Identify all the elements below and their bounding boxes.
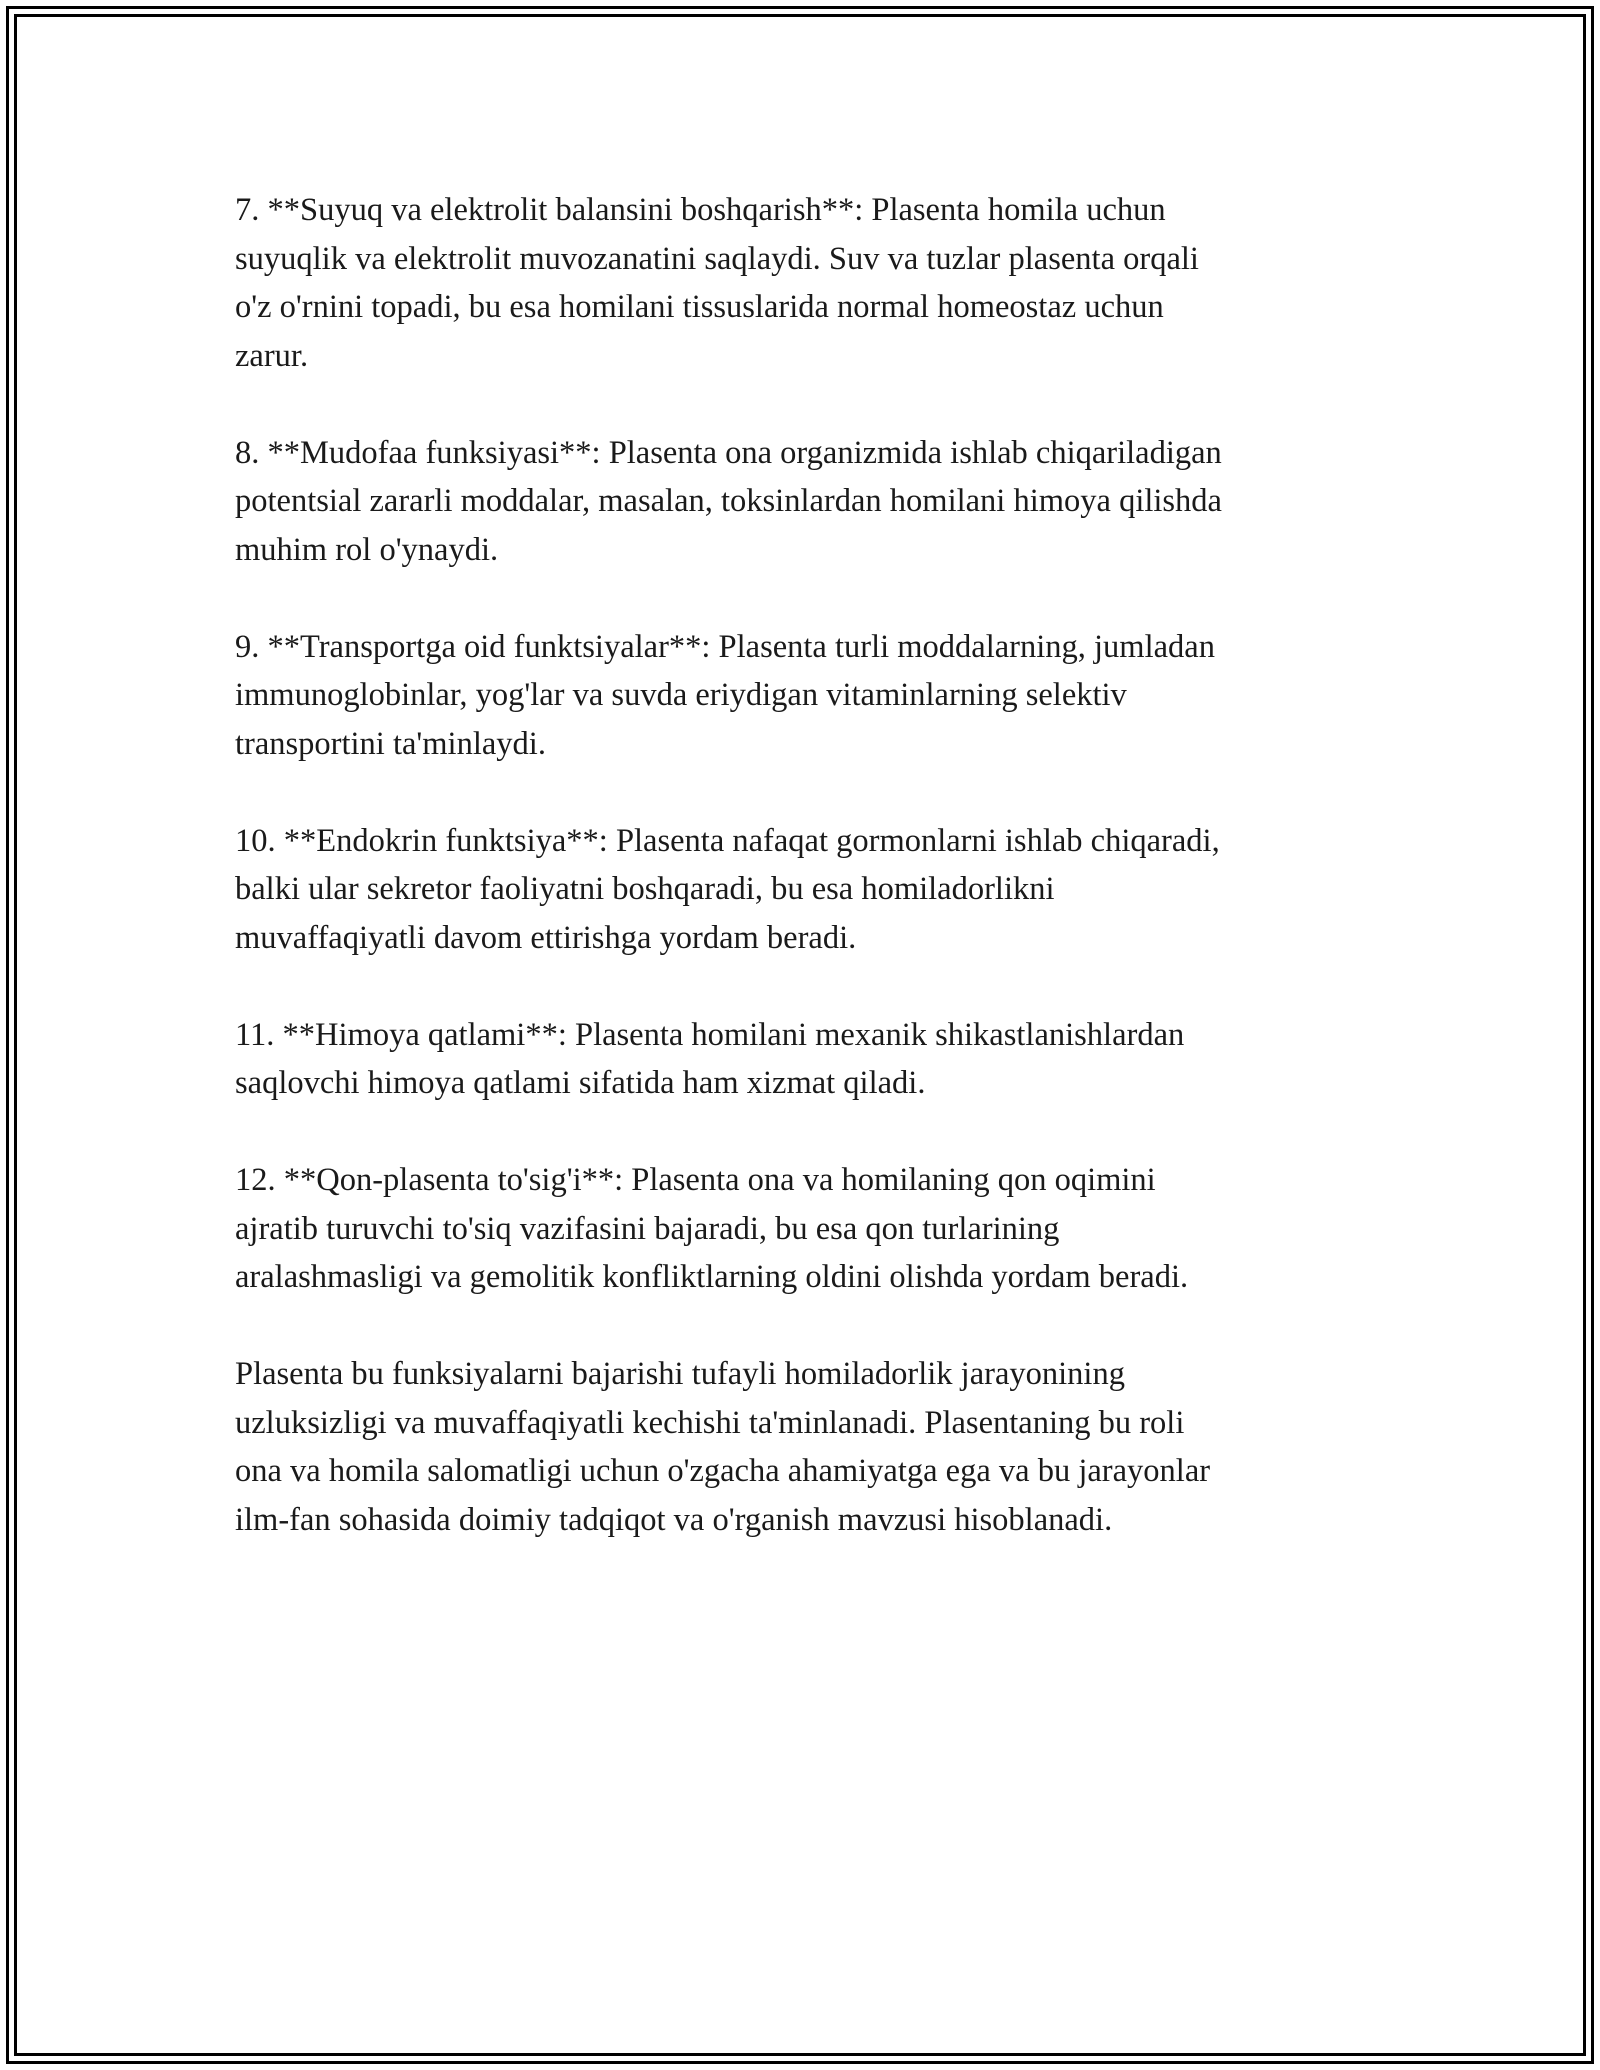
conclusion-paragraph: Plasenta bu funksiyalarni bajarishi tufayli homiladorlik jarayonining uzluksizligi va muvaffaqiyatli kechishi ta'minlanadi. Plasentaning bu roli ona va homila salomatligi uchun o'zgacha ahamiyatga ega va bu jarayonlar ilm-fan sohasida doimiy tadqiqot va o'rganish mavzusi hisoblanadi. [235,1356,1211,1538]
document-body [235,186,1385,1593]
paragraph-item-7: 7. **Suyuq va elektrolit balansini boshqarish**: Plasenta homila uchun suyuqlik va elektrolit muvozanatini saqlaydi. Suv va tuzlar plasenta orqali o'z o'rnini topadi, bu esa homilani tissuslarida normal homeostaz uchun zarur. [235,192,1199,374]
paragraph-item-9: 9. **Transportga oid funktsiyalar**: Plasenta turli moddalarning, jumladan immunoglobinlar, yog'lar va suvda eriydigan vitaminlarning selektiv transportini ta'minlaydi. [235,628,1215,762]
paragraph-item-10: 10. **Endokrin funktsiya**: Plasenta nafaqat gormonlarni ishlab chiqaradi, balki ular sekretor faoliyatni boshqaradi, bu esa homiladorlikni muvaffaqiyatli davom ettirishga yordam beradi. [235,822,1220,956]
paragraph-item-8: 8. **Mudofaa funksiyasi**: Plasenta ona organizmida ishlab chiqariladigan potentsial zararli moddalar, masalan, toksinlardan homilani himoya qilishda muhim rol o'ynaydi. [235,434,1222,568]
paragraph-item-12: 12. **Qon-plasenta to'sig'i**: Plasenta ona va homilaning qon oqimini ajratib turuvchi to'siq vazifasini bajaradi, bu esa qon turlarining aralashmasligi va gemolitik konfliktlarning oldini olishda yordam beradi. [235,1162,1189,1295]
paragraph-item-11: 11. **Himoya qatlami**: Plasenta homilani mexanik shikastlanishlardan saqlovchi himoya qatlami sifatida ham xizmat qiladi. [235,1016,1185,1101]
